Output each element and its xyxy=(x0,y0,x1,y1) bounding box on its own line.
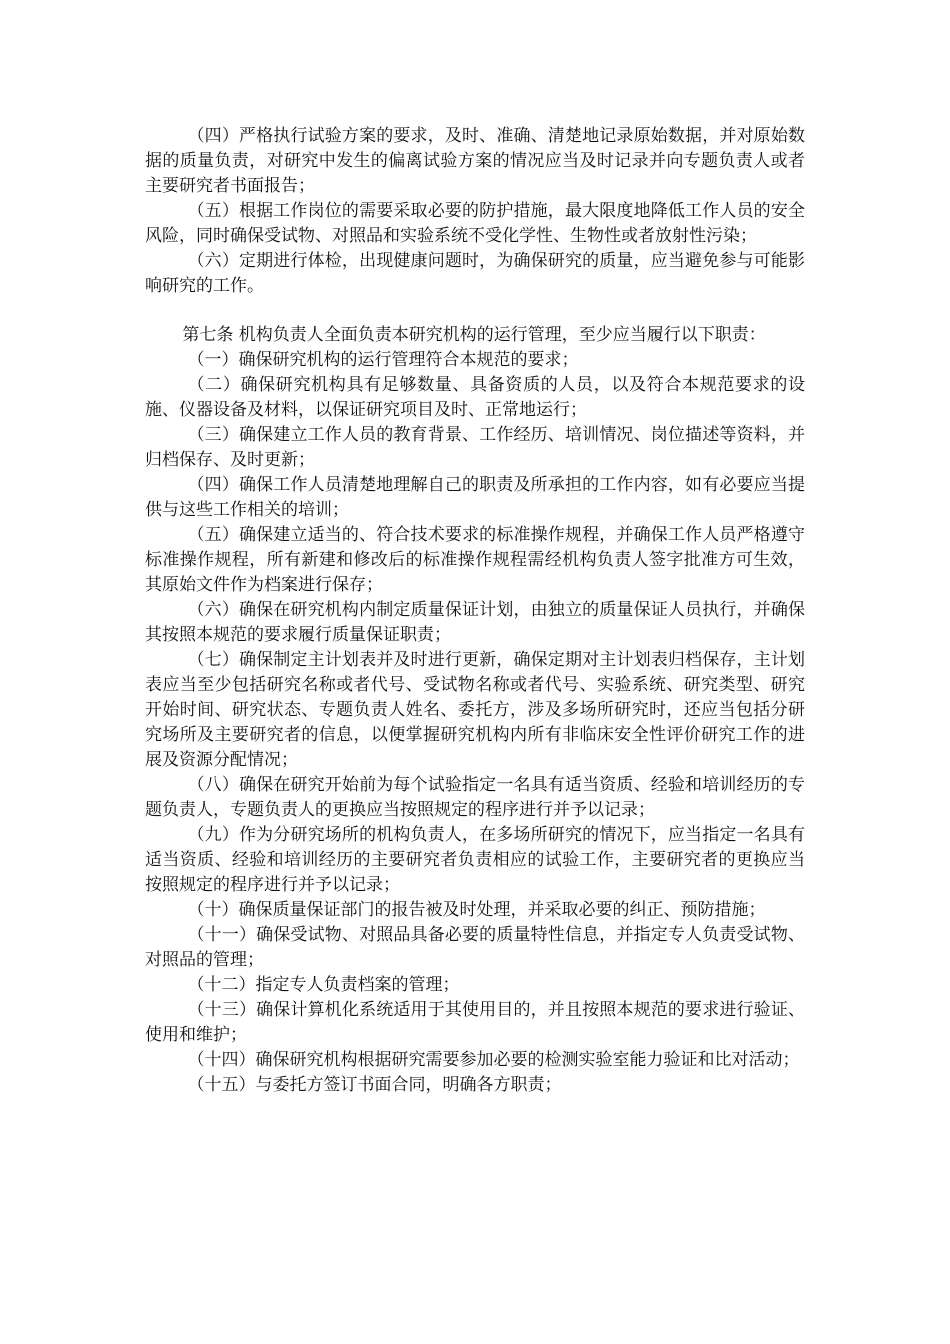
article-7-item-11: （十一）确保受试物、对照品具备必要的质量特性信息，并指定专人负责受试物、对照品的管理； xyxy=(145,925,805,970)
document-page xyxy=(145,124,805,1098)
article-7-item-5: （五）确保建立适当的、符合技术要求的标准操作规程，并确保工作人员严格遵守标准操作规程，所有新建和修改后的标准操作规程需经机构负责人签字批准方可生效，其原始文件作为档案进行保存； xyxy=(145,525,805,595)
article-7-heading: 第七条 机构负责人全面负责本研究机构的运行管理，至少应当履行以下职责： xyxy=(182,325,766,345)
article-7-item-14: （十四）确保研究机构根据研究需要参加必要的检测实验室能力验证和比对活动； xyxy=(187,1050,800,1070)
paragraph-6: （六）定期进行体检，出现健康问题时，为确保研究的质量，应当避免参与可能影响研究的工作。 xyxy=(145,251,805,296)
section-gap xyxy=(145,299,805,323)
article-7-item-7: （七）确保制定主计划表并及时进行更新，确保定期对主计划表归档保存，主计划表应当至少包括研究名称或者代号、受试物名称或者代号、实验系统、研究类型、研究开始时间、研究状态、专题负责人姓名、委托方，涉及多场所研究时，还应当包括分研究场所及主要研究者的信息，以便掌握研究机构内所有非临床安全性评价研究工作的进展及资源分配情况； xyxy=(145,650,805,770)
paragraph-4: （四）严格执行试验方案的要求，及时、准确、清楚地记录原始数据，并对原始数据的质量负责，对研究中发生的偏离试验方案的情况应当及时记录并向专题负责人或者主要研究者书面报告； xyxy=(145,126,805,196)
article-7-item-9: （九）作为分研究场所的机构负责人，在多场所研究的情况下，应当指定一名具有适当资质、经验和培训经历的主要研究者负责相应的试验工作，主要研究者的更换应当按照规定的程序进行并予以记录； xyxy=(145,825,805,895)
article-7-item-2: （二）确保研究机构具有足够数量、具备资质的人员，以及符合本规范要求的设施、仪器设备及材料，以保证研究项目及时、正常地运行； xyxy=(145,375,805,420)
article-7-item-6: （六）确保在研究机构内制定质量保证计划，由独立的质量保证人员执行，并确保其按照本规范的要求履行质量保证职责； xyxy=(145,600,805,645)
article-7-item-10: （十）确保质量保证部门的报告被及时处理，并采取必要的纠正、预防措施； xyxy=(187,900,766,920)
article-7-item-12: （十二）指定专人负责档案的管理； xyxy=(187,975,460,995)
article-7-item-4: （四）确保工作人员清楚地理解自己的职责及所承担的工作内容，如有必要应当提供与这些工作相关的培训； xyxy=(145,475,805,520)
article-7-item-3: （三）确保建立工作人员的教育背景、工作经历、培训情况、岗位描述等资料，并归档保存、及时更新； xyxy=(145,425,805,470)
article-7-item-1: （一）确保研究机构的运行管理符合本规范的要求； xyxy=(187,350,579,370)
article-7-item-13: （十三）确保计算机化系统适用于其使用目的，并且按照本规范的要求进行验证、使用和维护； xyxy=(145,1000,805,1045)
article-7-item-8: （八）确保在研究开始前为每个试验指定一名具有适当资质、经验和培训经历的专题负责人，专题负责人的更换应当按照规定的程序进行并予以记录； xyxy=(145,775,805,820)
paragraph-5: （五）根据工作岗位的需要采取必要的防护措施，最大限度地降低工作人员的安全风险，同时确保受试物、对照品和实验系统不受化学性、生物性或者放射性污染； xyxy=(145,201,805,246)
article-7-item-15: （十五）与委托方签订书面合同，明确各方职责； xyxy=(187,1075,562,1095)
